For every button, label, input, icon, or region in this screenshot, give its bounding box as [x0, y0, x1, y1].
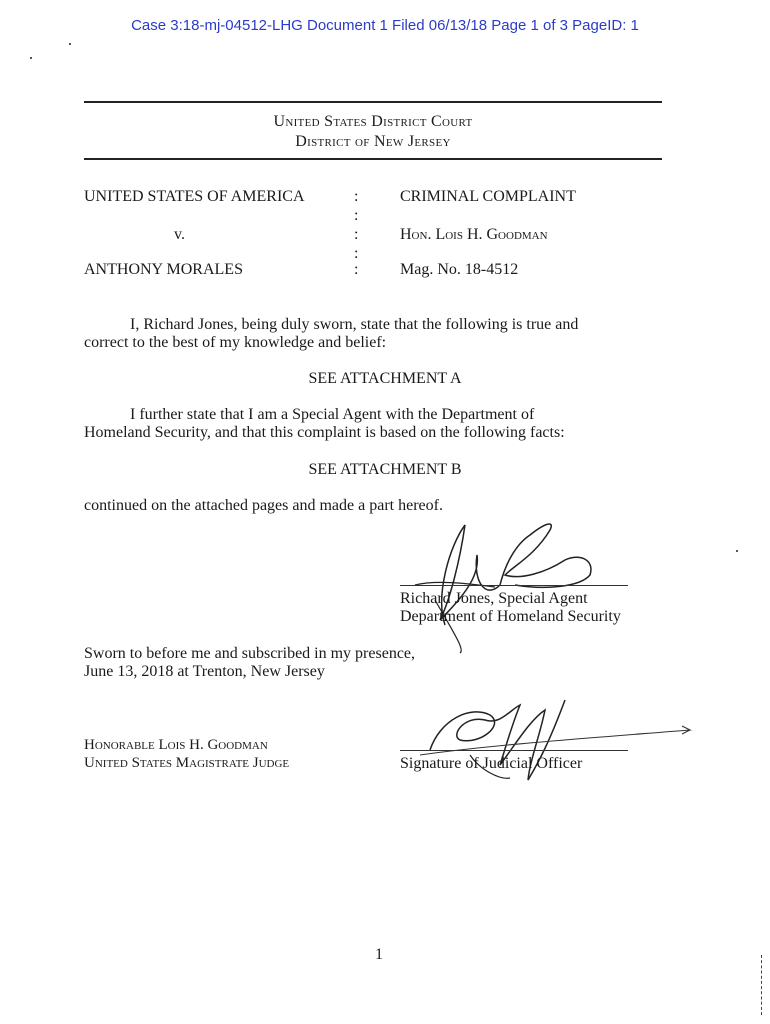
signature-caption: Signature of Judicial Officer	[400, 755, 583, 772]
affiant-name-title: Richard Jones, Special Agent	[400, 590, 588, 607]
agent-statement-line: I further state that I am a Special Agent with the Department of	[130, 406, 535, 423]
court-district: District of New Jersey	[295, 133, 451, 150]
plaintiff-name: UNITED STATES OF AMERICA	[84, 188, 305, 205]
agent-statement-line: Homeland Security, and that this complaint is based on the following facts:	[84, 424, 565, 441]
sworn-statement: Sworn to before me and subscribed in my presence,	[84, 645, 416, 662]
caption-colon: :	[354, 245, 359, 262]
judge-name: Honorable Lois H. Goodman	[84, 737, 268, 753]
defendant-name: ANTHONY MORALES	[84, 261, 243, 278]
affiant-signature	[405, 505, 605, 655]
court-name: United States District Court	[273, 113, 473, 130]
caption-colon: :	[354, 226, 359, 243]
top-rule	[84, 101, 662, 103]
continued-statement: continued on the attached pages and made a part hereof.	[84, 497, 443, 514]
scan-speck	[736, 550, 738, 552]
document-type: CRIMINAL COMPLAINT	[400, 188, 576, 205]
versus-label: v.	[174, 226, 185, 243]
judicial-officer-signature	[410, 690, 700, 790]
caption-colon: :	[354, 188, 359, 205]
attachment-a-reference: SEE ATTACHMENT A	[308, 370, 462, 387]
presiding-judge: Hon. Lois H. Goodman	[400, 226, 548, 243]
case-header-stamp: Case 3:18-mj-04512-LHG Document 1 Filed 06/13/18 Page 1 of 3 PageID: 1	[131, 17, 639, 34]
affiant-agency: Department of Homeland Security	[400, 608, 621, 625]
judge-title: United States Magistrate Judge	[84, 755, 290, 771]
magistrate-number: Mag. No. 18-4512	[400, 261, 519, 278]
attachment-b-reference: SEE ATTACHMENT B	[308, 461, 462, 478]
affidavit-line: I, Richard Jones, being duly sworn, state that the following is true and	[130, 316, 579, 333]
scan-edge-mark	[761, 955, 763, 1015]
scan-speck	[69, 43, 71, 45]
sworn-date-place: June 13, 2018 at Trenton, New Jersey	[84, 663, 325, 680]
affidavit-line: correct to the best of my knowledge and belief:	[84, 334, 387, 351]
affiant-signature-line	[400, 585, 628, 586]
scan-speck	[30, 57, 32, 59]
caption-colon: :	[354, 261, 359, 278]
caption-colon: :	[354, 207, 359, 224]
bottom-rule	[84, 158, 662, 160]
judicial-officer-signature-line	[400, 750, 628, 751]
page-number: 1	[375, 946, 383, 963]
